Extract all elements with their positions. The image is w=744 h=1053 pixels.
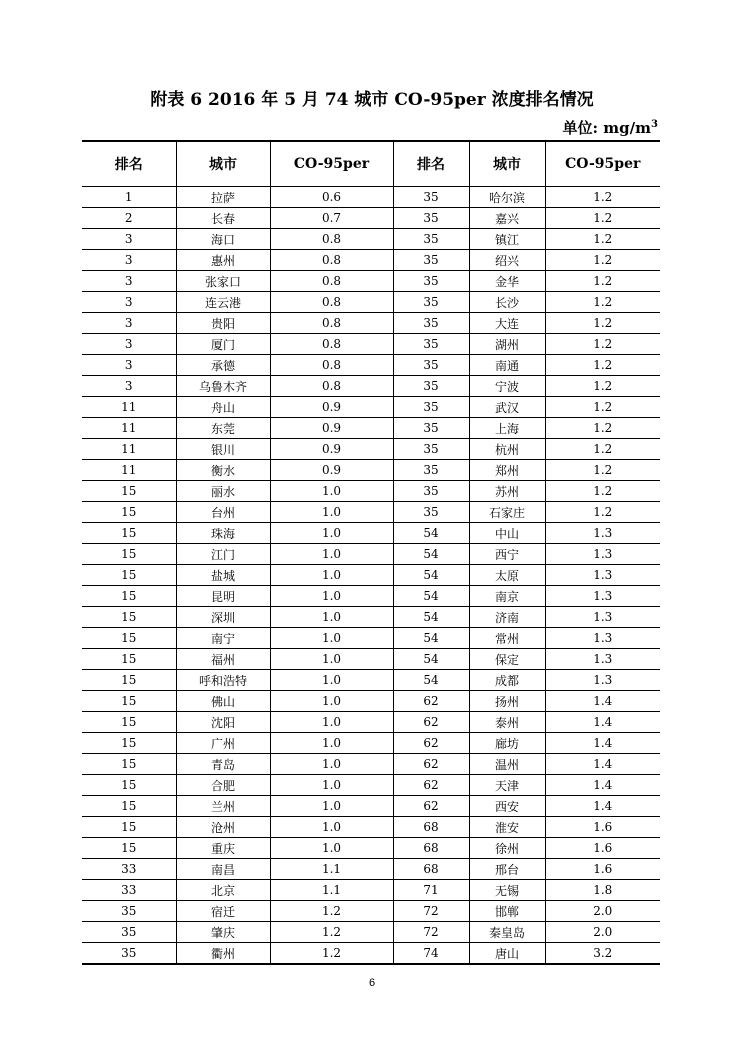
- cell-city-right: 唐山: [469, 943, 545, 965]
- cell-city-right: 苏州: [469, 481, 545, 502]
- cell-co-right: 2.0: [545, 922, 660, 943]
- cell-rank-left: 3: [82, 313, 176, 334]
- cell-co-right: 1.3: [545, 670, 660, 691]
- cell-city-left: 张家口: [176, 271, 270, 292]
- cell-rank-left: 15: [82, 733, 176, 754]
- table-row: [82, 670, 660, 691]
- cell-co-left: 0.8: [270, 250, 393, 271]
- cell-rank-left: 3: [82, 355, 176, 376]
- cell-city-right: 上海: [469, 418, 545, 439]
- cell-city-left: 广州: [176, 733, 270, 754]
- cell-city-left: 舟山: [176, 397, 270, 418]
- cell-co-left: 0.8: [270, 313, 393, 334]
- cell-city-left: 连云港: [176, 292, 270, 313]
- cell-rank-left: 15: [82, 670, 176, 691]
- table-row: [82, 607, 660, 628]
- cell-rank-left: 15: [82, 565, 176, 586]
- table-row: [82, 523, 660, 544]
- cell-rank-right: 54: [393, 523, 469, 544]
- cell-city-left: 承德: [176, 355, 270, 376]
- cell-co-right: 1.2: [545, 187, 660, 208]
- table-row: [82, 397, 660, 418]
- cell-rank-right: 35: [393, 292, 469, 313]
- cell-co-right: 1.4: [545, 796, 660, 817]
- cell-city-right: 邢台: [469, 859, 545, 880]
- cell-rank-right: 54: [393, 607, 469, 628]
- cell-co-right: 1.2: [545, 481, 660, 502]
- cell-co-right: 1.3: [545, 586, 660, 607]
- table-row: [82, 355, 660, 376]
- cell-co-right: 1.3: [545, 607, 660, 628]
- cell-city-right: 石家庄: [469, 502, 545, 523]
- cell-rank-left: 15: [82, 523, 176, 544]
- cell-co-left: 1.0: [270, 691, 393, 712]
- table-row: [82, 250, 660, 271]
- cell-co-left: 1.0: [270, 523, 393, 544]
- cell-rank-right: 62: [393, 775, 469, 796]
- page-title: 附表 6 2016 年 5 月 74 城市 CO-95per 浓度排名情况: [150, 90, 594, 110]
- cell-co-left: 1.0: [270, 712, 393, 733]
- cell-rank-right: 54: [393, 628, 469, 649]
- table-row: [82, 796, 660, 817]
- ranking-table: [82, 140, 660, 965]
- cell-city-right: 无锡: [469, 880, 545, 901]
- cell-city-left: 盐城: [176, 565, 270, 586]
- cell-city-right: 扬州: [469, 691, 545, 712]
- cell-city-right: 武汉: [469, 397, 545, 418]
- table-row: [82, 691, 660, 712]
- cell-co-left: 0.8: [270, 355, 393, 376]
- cell-co-right: 1.6: [545, 838, 660, 859]
- cell-city-left: 丽水: [176, 481, 270, 502]
- table-row: [82, 502, 660, 523]
- cell-city-left: 沈阳: [176, 712, 270, 733]
- table-row: [82, 838, 660, 859]
- cell-co-right: 1.2: [545, 376, 660, 397]
- cell-city-right: 湖州: [469, 334, 545, 355]
- cell-co-left: 1.0: [270, 733, 393, 754]
- cell-co-right: 1.8: [545, 880, 660, 901]
- cell-co-right: 1.4: [545, 733, 660, 754]
- cell-co-right: 1.2: [545, 355, 660, 376]
- cell-city-left: 长春: [176, 208, 270, 229]
- cell-co-right: 1.3: [545, 649, 660, 670]
- cell-city-right: 南通: [469, 355, 545, 376]
- cell-rank-left: 15: [82, 544, 176, 565]
- cell-city-right: 徐州: [469, 838, 545, 859]
- page-number: 6: [368, 977, 376, 989]
- cell-city-left: 海口: [176, 229, 270, 250]
- cell-rank-right: 62: [393, 796, 469, 817]
- cell-city-left: 合肥: [176, 775, 270, 796]
- cell-co-left: 0.9: [270, 460, 393, 481]
- cell-city-right: 成都: [469, 670, 545, 691]
- cell-rank-right: 54: [393, 544, 469, 565]
- unit-text: 单位: mg/m: [562, 119, 652, 137]
- cell-rank-left: 15: [82, 775, 176, 796]
- cell-co-left: 1.0: [270, 775, 393, 796]
- table-row: [82, 460, 660, 481]
- cell-rank-right: 62: [393, 754, 469, 775]
- cell-city-right: 郑州: [469, 460, 545, 481]
- table-row: [82, 733, 660, 754]
- cell-co-left: 1.0: [270, 628, 393, 649]
- cell-city-right: 秦皇岛: [469, 922, 545, 943]
- cell-rank-left: 33: [82, 880, 176, 901]
- cell-co-right: 1.3: [545, 544, 660, 565]
- table-row: [82, 859, 660, 880]
- cell-co-left: 1.0: [270, 607, 393, 628]
- cell-city-right: 济南: [469, 607, 545, 628]
- cell-rank-right: 35: [393, 460, 469, 481]
- cell-city-left: 惠州: [176, 250, 270, 271]
- cell-rank-right: 72: [393, 922, 469, 943]
- cell-rank-left: 15: [82, 586, 176, 607]
- cell-co-right: 1.2: [545, 502, 660, 523]
- cell-rank-left: 33: [82, 859, 176, 880]
- cell-rank-left: 11: [82, 439, 176, 460]
- cell-city-left: 江门: [176, 544, 270, 565]
- cell-rank-left: 11: [82, 397, 176, 418]
- cell-city-left: 衡水: [176, 460, 270, 481]
- cell-co-right: 1.4: [545, 712, 660, 733]
- cell-co-left: 1.1: [270, 880, 393, 901]
- cell-rank-right: 54: [393, 649, 469, 670]
- cell-city-right: 保定: [469, 649, 545, 670]
- cell-rank-right: 35: [393, 313, 469, 334]
- cell-co-right: 1.6: [545, 859, 660, 880]
- cell-rank-right: 35: [393, 418, 469, 439]
- cell-co-right: 1.2: [545, 397, 660, 418]
- table-row: [82, 901, 660, 922]
- cell-co-left: 1.0: [270, 481, 393, 502]
- cell-city-right: 温州: [469, 754, 545, 775]
- cell-co-left: 1.0: [270, 754, 393, 775]
- cell-city-right: 绍兴: [469, 250, 545, 271]
- cell-co-left: 1.0: [270, 544, 393, 565]
- table-row: [82, 712, 660, 733]
- cell-co-right: 1.2: [545, 439, 660, 460]
- cell-co-right: 2.0: [545, 901, 660, 922]
- cell-co-left: 1.0: [270, 838, 393, 859]
- cell-city-right: 天津: [469, 775, 545, 796]
- cell-rank-left: 11: [82, 418, 176, 439]
- cell-city-left: 衢州: [176, 943, 270, 965]
- cell-rank-left: 35: [82, 922, 176, 943]
- cell-city-left: 呼和浩特: [176, 670, 270, 691]
- cell-city-left: 东莞: [176, 418, 270, 439]
- cell-rank-right: 62: [393, 691, 469, 712]
- cell-rank-left: 15: [82, 817, 176, 838]
- cell-city-left: 乌鲁木齐: [176, 376, 270, 397]
- cell-rank-right: 35: [393, 502, 469, 523]
- cell-city-left: 青岛: [176, 754, 270, 775]
- table-row: [82, 649, 660, 670]
- cell-co-right: 1.2: [545, 460, 660, 481]
- table-row: [82, 544, 660, 565]
- cell-city-left: 贵阳: [176, 313, 270, 334]
- unit-label: [563, 117, 658, 138]
- cell-rank-right: 54: [393, 565, 469, 586]
- cell-city-left: 肇庆: [176, 922, 270, 943]
- cell-co-left: 1.0: [270, 502, 393, 523]
- cell-city-left: 珠海: [176, 523, 270, 544]
- table-row: [82, 334, 660, 355]
- cell-city-right: 杭州: [469, 439, 545, 460]
- cell-co-right: 1.4: [545, 691, 660, 712]
- cell-city-right: 常州: [469, 628, 545, 649]
- cell-rank-right: 35: [393, 376, 469, 397]
- cell-co-right: 1.2: [545, 250, 660, 271]
- cell-rank-right: 35: [393, 355, 469, 376]
- cell-co-left: 0.7: [270, 208, 393, 229]
- cell-city-left: 佛山: [176, 691, 270, 712]
- cell-city-right: 宁波: [469, 376, 545, 397]
- cell-co-right: 1.2: [545, 271, 660, 292]
- cell-city-left: 沧州: [176, 817, 270, 838]
- cell-rank-left: 15: [82, 649, 176, 670]
- cell-city-left: 福州: [176, 649, 270, 670]
- cell-rank-right: 54: [393, 670, 469, 691]
- cell-city-right: 邯郸: [469, 901, 545, 922]
- cell-rank-right: 71: [393, 880, 469, 901]
- cell-rank-left: 15: [82, 838, 176, 859]
- cell-rank-left: 15: [82, 607, 176, 628]
- cell-co-right: 1.2: [545, 229, 660, 250]
- table-row: [82, 187, 660, 208]
- cell-co-left: 1.0: [270, 670, 393, 691]
- cell-city-right: 廊坊: [469, 733, 545, 754]
- cell-city-right: 镇江: [469, 229, 545, 250]
- cell-rank-left: 15: [82, 628, 176, 649]
- table-row: [82, 586, 660, 607]
- cell-city-left: 厦门: [176, 334, 270, 355]
- cell-rank-left: 3: [82, 271, 176, 292]
- cell-co-left: 0.9: [270, 418, 393, 439]
- cell-rank-right: 35: [393, 250, 469, 271]
- cell-rank-left: 3: [82, 229, 176, 250]
- cell-co-left: 1.0: [270, 796, 393, 817]
- cell-city-right: 泰州: [469, 712, 545, 733]
- cell-city-right: 金华: [469, 271, 545, 292]
- cell-city-right: 长沙: [469, 292, 545, 313]
- cell-co-left: 1.2: [270, 922, 393, 943]
- table-row: [82, 208, 660, 229]
- cell-co-right: 1.3: [545, 628, 660, 649]
- cell-city-right: 哈尔滨: [469, 187, 545, 208]
- cell-rank-left: 3: [82, 250, 176, 271]
- table-row: [82, 754, 660, 775]
- cell-co-left: 0.8: [270, 376, 393, 397]
- header-rank-right: 排名: [393, 141, 469, 187]
- cell-co-right: 1.4: [545, 754, 660, 775]
- table-row: [82, 313, 660, 334]
- cell-rank-left: 35: [82, 943, 176, 965]
- cell-city-left: 兰州: [176, 796, 270, 817]
- cell-rank-left: 2: [82, 208, 176, 229]
- cell-co-left: 0.8: [270, 292, 393, 313]
- cell-co-left: 1.1: [270, 859, 393, 880]
- cell-co-right: 1.3: [545, 565, 660, 586]
- table-row: [82, 292, 660, 313]
- table-row: [82, 943, 660, 965]
- cell-rank-left: 11: [82, 460, 176, 481]
- cell-rank-right: 35: [393, 439, 469, 460]
- table-body: [82, 187, 660, 965]
- cell-co-right: 1.4: [545, 775, 660, 796]
- table-row: [82, 922, 660, 943]
- cell-rank-left: 15: [82, 796, 176, 817]
- cell-city-left: 台州: [176, 502, 270, 523]
- cell-rank-right: 62: [393, 733, 469, 754]
- table-row: [82, 376, 660, 397]
- header-city-left: 城市: [176, 141, 270, 187]
- cell-co-left: 0.8: [270, 271, 393, 292]
- cell-city-left: 拉萨: [176, 187, 270, 208]
- header-city-right: 城市: [469, 141, 545, 187]
- cell-rank-left: 3: [82, 334, 176, 355]
- cell-co-left: 1.2: [270, 901, 393, 922]
- cell-co-left: 0.8: [270, 229, 393, 250]
- cell-rank-left: 35: [82, 901, 176, 922]
- cell-rank-right: 35: [393, 208, 469, 229]
- cell-city-left: 北京: [176, 880, 270, 901]
- cell-city-right: 西宁: [469, 544, 545, 565]
- table-row: [82, 481, 660, 502]
- cell-rank-right: 68: [393, 817, 469, 838]
- table-row: [82, 775, 660, 796]
- table-row: [82, 817, 660, 838]
- cell-city-right: 太原: [469, 565, 545, 586]
- table-row: [82, 628, 660, 649]
- cell-rank-left: 15: [82, 712, 176, 733]
- cell-city-left: 深圳: [176, 607, 270, 628]
- cell-city-right: 大连: [469, 313, 545, 334]
- cell-co-right: 1.2: [545, 418, 660, 439]
- cell-co-left: 0.9: [270, 397, 393, 418]
- cell-rank-right: 35: [393, 229, 469, 250]
- cell-co-left: 1.0: [270, 565, 393, 586]
- cell-rank-right: 35: [393, 397, 469, 418]
- cell-rank-right: 68: [393, 859, 469, 880]
- cell-rank-right: 62: [393, 712, 469, 733]
- cell-city-left: 昆明: [176, 586, 270, 607]
- cell-city-right: 嘉兴: [469, 208, 545, 229]
- table-row: [82, 880, 660, 901]
- cell-city-left: 银川: [176, 439, 270, 460]
- table-row: [82, 418, 660, 439]
- header-co-right: CO-95per: [545, 141, 660, 187]
- cell-co-right: 1.2: [545, 208, 660, 229]
- cell-city-left: 南昌: [176, 859, 270, 880]
- cell-co-right: 3.2: [593, 946, 613, 960]
- table-header-row: [82, 141, 660, 187]
- table-row: [82, 271, 660, 292]
- cell-city-right: 西安: [469, 796, 545, 817]
- cell-rank-left: 15: [82, 691, 176, 712]
- header-rank-left: 排名: [82, 141, 176, 187]
- cell-rank-right: 74: [393, 943, 469, 965]
- cell-co-left: 1.0: [270, 649, 393, 670]
- table-row: [82, 565, 660, 586]
- cell-co-right: 1.3: [545, 523, 660, 544]
- cell-co-left: 0.6: [270, 187, 393, 208]
- cell-rank-right: 35: [393, 271, 469, 292]
- unit-superscript: 3: [651, 119, 658, 130]
- cell-city-right: 中山: [469, 523, 545, 544]
- cell-co-left: 1.2: [270, 943, 393, 965]
- header-co-left: CO-95per: [270, 141, 393, 187]
- cell-co-left: 0.9: [270, 439, 393, 460]
- cell-co-left: 1.0: [270, 817, 393, 838]
- cell-rank-right: 54: [393, 586, 469, 607]
- cell-rank-left: 15: [82, 481, 176, 502]
- cell-rank-right: 35: [393, 334, 469, 355]
- cell-city-right: 淮安: [469, 817, 545, 838]
- cell-rank-left: 15: [82, 754, 176, 775]
- cell-rank-left: 3: [82, 292, 176, 313]
- cell-city-left: 重庆: [176, 838, 270, 859]
- cell-co-right: 1.2: [545, 334, 660, 355]
- cell-rank-right: 35: [393, 187, 469, 208]
- cell-rank-right: 35: [393, 481, 469, 502]
- cell-co-right: 1.2: [545, 313, 660, 334]
- cell-rank-left: 1: [82, 187, 176, 208]
- cell-city-left: 南宁: [176, 628, 270, 649]
- cell-rank-left: 15: [82, 502, 176, 523]
- cell-city-left: 宿迁: [176, 901, 270, 922]
- cell-rank-left: 3: [82, 376, 176, 397]
- cell-co-left: 0.8: [270, 334, 393, 355]
- cell-co-right: 1.6: [545, 817, 660, 838]
- cell-rank-right: 72: [393, 901, 469, 922]
- table-row: [82, 229, 660, 250]
- cell-rank-right: 68: [393, 838, 469, 859]
- cell-co-right: 1.2: [545, 292, 660, 313]
- table-row: [82, 439, 660, 460]
- cell-co-left: 1.0: [270, 586, 393, 607]
- cell-city-right: 南京: [469, 586, 545, 607]
